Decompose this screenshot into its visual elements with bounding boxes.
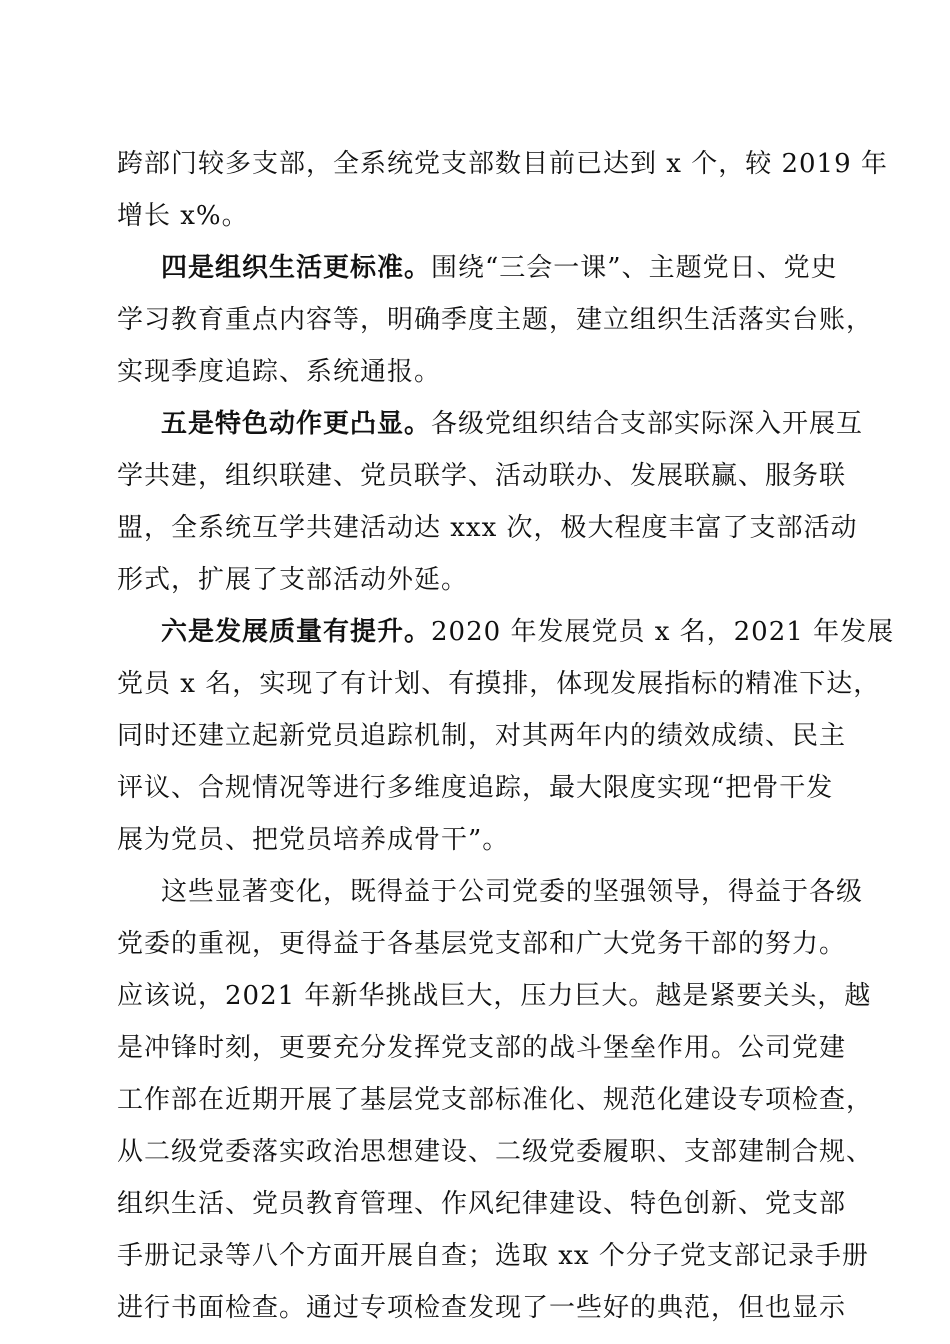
paragraph-text: 党员 x 名，实现了有计划、有摸排，体现发展指标的精准下达， [117, 669, 881, 699]
paragraph-text: 形式，扩展了支部活动外延。 [117, 565, 469, 595]
text-line [117, 1126, 874, 1178]
paragraph-text: 同时还建立起新党员追踪机制，对其两年内的绩效成绩、民主 [117, 721, 847, 751]
paragraph-text: 应该说，2021 年新华挑战巨大，压力巨大。越是紧要关头，越 [117, 981, 872, 1011]
paragraph-text: 学共建，组织联建、党员联学、活动联办、发展联赢、服务联 [117, 461, 847, 491]
text-line [117, 190, 833, 242]
paragraph-text: 组织生活、党员教育管理、作风纪律建设、特色创新、党支部 [117, 1189, 847, 1219]
text-line [117, 1282, 847, 1334]
paragraph-heading: 六是发展质量有提升。 [161, 617, 432, 647]
text-line [117, 970, 872, 1022]
text-line [117, 918, 847, 970]
text-line [117, 1022, 847, 1074]
text-line [117, 1178, 847, 1230]
body-text [117, 138, 895, 1334]
paragraph-heading: 四是组织生活更标准。 [161, 253, 432, 283]
paragraph-text: 进行书面检查。通过专项检查发现了一些好的典范，但也显示 [117, 1293, 847, 1323]
text-line [117, 710, 847, 762]
text-line [117, 346, 833, 398]
paragraph-text: 展为党员、把党员培养成骨干”。 [117, 825, 510, 855]
paragraph-text: 学习教育重点内容等，明确季度主题，建立组织生活落实台账， [117, 305, 874, 335]
paragraph-text: 党委的重视，更得益于各基层党支部和广大党务干部的努力。 [117, 929, 847, 959]
paragraph-text: 手册记录等八个方面开展自查；选取 xx 个分子党支部记录手册 [117, 1241, 869, 1271]
paragraph-heading: 五是特色动作更凸显。 [161, 409, 432, 439]
text-line [117, 450, 847, 502]
paragraph-text: 这些显著变化，既得益于公司党委的坚强领导，得益于各级 [161, 877, 864, 907]
paragraph-text: 实现季度追踪、系统通报。 [117, 357, 442, 387]
text-line [117, 658, 881, 710]
paragraph-text: 从二级党委落实政治思想建设、二级党委履职、支部建制合规、 [117, 1137, 874, 1167]
paragraph-text: 跨部门较多支部，全系统党支部数目前已达到 x 个，较 2019 年 [117, 149, 888, 179]
text-line [117, 1230, 869, 1282]
text-line [117, 242, 838, 294]
paragraph-text: 是冲锋时刻，更要充分发挥党支部的战斗堡垒作用。公司党建 [117, 1033, 847, 1063]
paragraph-text: 评议、合规情况等进行多维度追踪，最大限度实现“把骨干发 [117, 773, 834, 803]
text-line [117, 294, 874, 346]
paragraph-text: 增长 x%。 [117, 201, 249, 231]
text-line [117, 502, 858, 554]
text-line [117, 606, 895, 658]
text-line [117, 866, 864, 918]
paragraph-text: 各级党组织结合支部实际深入开展互 [431, 409, 864, 439]
paragraph-text: 工作部在近期开展了基层党支部标准化、规范化建设专项检查， [117, 1085, 874, 1115]
text-line [117, 138, 888, 190]
text-line [117, 554, 833, 606]
text-line [117, 762, 833, 814]
text-line [117, 398, 864, 450]
text-line [117, 1074, 874, 1126]
paragraph-text: 盟，全系统互学共建活动达 xxx 次，极大程度丰富了支部活动 [117, 513, 858, 543]
paragraph-text: 围绕“三会一课”、主题党日、党史 [431, 253, 838, 283]
paragraph-text: 2020 年发展党员 x 名，2021 年发展 [431, 617, 895, 647]
text-line [117, 814, 833, 866]
